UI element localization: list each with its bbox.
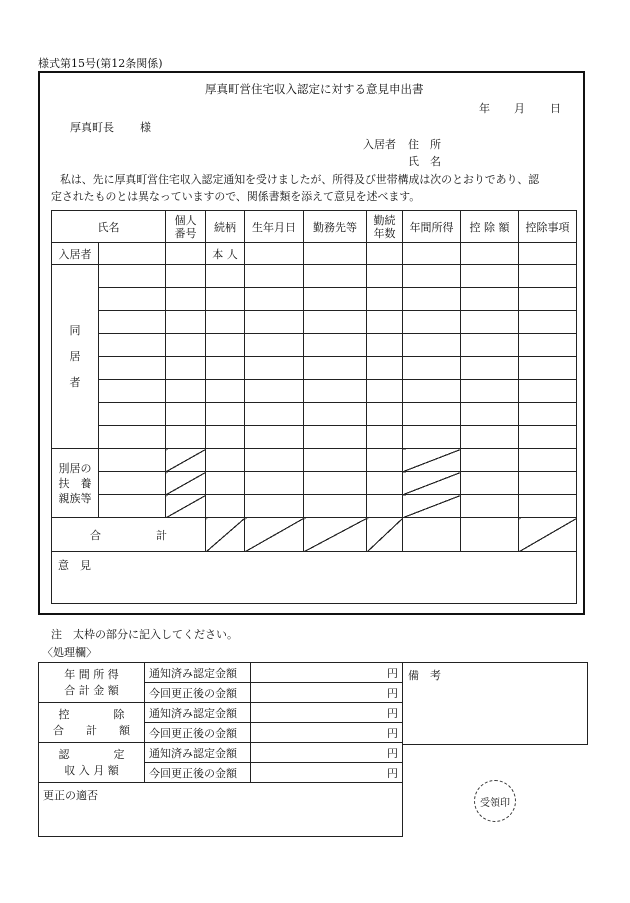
dependent-income-void	[403, 472, 461, 495]
proc-label-certified	[39, 743, 145, 783]
processing-table	[38, 662, 403, 837]
processing-label: 〈処理欄〉	[42, 646, 97, 659]
cohabitant-cell[interactable]	[461, 380, 519, 403]
cohabitant-cell[interactable]	[99, 311, 166, 334]
total-void	[367, 518, 403, 552]
dependent-cell[interactable]	[99, 472, 166, 495]
dependent-cell[interactable]	[304, 495, 367, 518]
receipt-stamp	[474, 780, 516, 822]
dependent-cell[interactable]	[304, 472, 367, 495]
statement-line-2: 定されたものとは異なっていますので、関係書類を添えて意見を述べます。	[51, 190, 421, 203]
correction-field[interactable]	[39, 783, 403, 837]
total-label	[52, 518, 206, 552]
cohabitant-cell[interactable]	[519, 403, 577, 426]
cohabitant-cell[interactable]	[206, 403, 245, 426]
cohabitant-cell[interactable]	[206, 288, 245, 311]
proc-corrected-label: 今回更正後の金額	[145, 683, 251, 703]
cohabitant-cell[interactable]	[403, 334, 461, 357]
header-workplace: 勤務先等	[304, 211, 367, 243]
cohabitant-cell[interactable]	[99, 357, 166, 380]
total-deduction-cell[interactable]	[461, 518, 519, 552]
proc-notified-label: 通知済み認定金額	[145, 743, 251, 763]
dependent-cell[interactable]	[519, 472, 577, 495]
cohabitant-cell[interactable]	[304, 288, 367, 311]
proc-label-income-2: 合 計 金 額	[64, 683, 119, 697]
proc-deduction-corrected-field[interactable]	[251, 723, 403, 743]
cohabitant-cell[interactable]	[99, 380, 166, 403]
yen-unit: 円	[387, 766, 398, 780]
resident-name-cell[interactable]	[99, 243, 166, 265]
yen-unit: 円	[387, 666, 398, 680]
cohabitant-cell[interactable]	[166, 288, 206, 311]
cohabitant-cell[interactable]	[304, 334, 367, 357]
cohabitant-cell[interactable]	[166, 380, 206, 403]
cohabitant-cell[interactable]	[245, 311, 304, 334]
cohabitant-cell[interactable]	[519, 357, 577, 380]
cohabitant-cell[interactable]	[99, 403, 166, 426]
dependent-cell[interactable]	[99, 495, 166, 518]
cohabitant-cell[interactable]	[304, 426, 367, 449]
cohabitant-cell[interactable]	[367, 334, 403, 357]
cohabitant-cell[interactable]	[367, 426, 403, 449]
dependent-cell[interactable]	[206, 449, 245, 472]
resident-income-cell[interactable]	[403, 243, 461, 265]
cohabitant-cell[interactable]	[367, 311, 403, 334]
proc-notified-label: 通知済み認定金額	[145, 663, 251, 683]
addressee-name: 厚真町長	[70, 121, 114, 134]
cohabitant-cell[interactable]	[461, 334, 519, 357]
cohabitant-cell[interactable]	[166, 265, 206, 288]
remarks-box[interactable]	[402, 662, 588, 745]
cohabitant-cell[interactable]	[304, 357, 367, 380]
header-income: 年間所得	[403, 211, 461, 243]
cohabitant-cell[interactable]	[166, 357, 206, 380]
cohabitant-cell[interactable]	[367, 380, 403, 403]
cohabitant-cell[interactable]	[367, 265, 403, 288]
self-label: 本 人	[206, 243, 245, 265]
household-table	[51, 210, 577, 604]
cohabitant-cell[interactable]	[461, 311, 519, 334]
header-years: 勤続 年数	[367, 211, 403, 243]
proc-certified-corrected-field[interactable]	[251, 763, 403, 783]
cohabitant-cell[interactable]	[99, 426, 166, 449]
resident-label: 入居者	[52, 243, 99, 265]
header-deduction: 控 除 額	[461, 211, 519, 243]
dependent-cell[interactable]	[245, 472, 304, 495]
resident-workplace-cell[interactable]	[304, 243, 367, 265]
cohabitant-cell[interactable]	[206, 311, 245, 334]
correction-label: 更正の適否	[43, 789, 98, 802]
cohabitant-cell[interactable]	[245, 265, 304, 288]
dependent-cell[interactable]	[461, 495, 519, 518]
dependent-cell[interactable]	[461, 449, 519, 472]
total-void	[206, 518, 245, 552]
proc-corrected-label: 今回更正後の金額	[145, 723, 251, 743]
cohabitant-cell[interactable]	[519, 334, 577, 357]
cohabitant-label: 同 居 者	[52, 265, 99, 449]
cohabitant-cell[interactable]	[206, 426, 245, 449]
proc-label-certified-2: 収 入 月 額	[64, 763, 119, 777]
total-label-left: 合	[90, 528, 101, 542]
proc-label-deduction-2: 合 計 額	[53, 723, 130, 737]
form-number: 様式第15号(第12条関係)	[38, 57, 163, 70]
header-relation: 続柄	[206, 211, 245, 243]
header-personal-number: 個人 番号	[166, 211, 206, 243]
cohabitant-cell[interactable]	[403, 426, 461, 449]
cohabitant-cell[interactable]	[245, 403, 304, 426]
cohabitant-cell[interactable]	[519, 288, 577, 311]
dependent-cell[interactable]	[304, 449, 367, 472]
header-birth: 生年月日	[245, 211, 304, 243]
cohabitant-cell[interactable]	[461, 265, 519, 288]
dependent-cell[interactable]	[245, 495, 304, 518]
dependent-cell[interactable]	[367, 472, 403, 495]
yen-unit: 円	[387, 746, 398, 760]
proc-corrected-label: 今回更正後の金額	[145, 763, 251, 783]
remarks-label: 備 考	[408, 669, 441, 682]
note-text: 注 太枠の部分に記入してください。	[51, 628, 238, 641]
cohabitant-cell[interactable]	[367, 403, 403, 426]
cohabitant-cell[interactable]	[99, 265, 166, 288]
cohabitant-cell[interactable]	[519, 265, 577, 288]
dependent-cell[interactable]	[367, 449, 403, 472]
dependent-income-void	[403, 495, 461, 518]
proc-certified-notified-field[interactable]	[251, 743, 403, 763]
proc-label-deduction-1: 控 除	[58, 707, 125, 721]
proc-label-income	[39, 663, 145, 703]
cohabitant-cell[interactable]	[304, 265, 367, 288]
dependent-cell[interactable]	[367, 495, 403, 518]
proc-label-income-1: 年 間 所 得	[64, 667, 119, 681]
cohabitant-cell[interactable]	[206, 380, 245, 403]
resident-years-cell[interactable]	[367, 243, 403, 265]
cohabitant-cell[interactable]	[367, 357, 403, 380]
date-month: 月	[514, 102, 525, 115]
cohabitant-cell[interactable]	[206, 265, 245, 288]
opinion-label: 意 見	[58, 559, 91, 572]
dependent-income-void	[403, 449, 461, 472]
dependent-number-void	[166, 472, 206, 495]
cohabitant-cell[interactable]	[461, 288, 519, 311]
resident-birth-cell[interactable]	[245, 243, 304, 265]
header-deduction-items: 控除事項	[519, 211, 577, 243]
cohabitant-cell[interactable]	[245, 288, 304, 311]
cohabitant-cell[interactable]	[403, 403, 461, 426]
total-label-right: 計	[156, 528, 167, 542]
proc-notified-label: 通知済み認定金額	[145, 703, 251, 723]
date-day: 日	[550, 102, 561, 115]
applicant-name-label: 氏 名	[408, 155, 441, 168]
proc-label-certified-1: 認 定	[58, 747, 125, 761]
header-name: 氏名	[52, 211, 166, 243]
stamp-label: 受領印	[480, 797, 510, 809]
proc-income-notified-field[interactable]	[251, 663, 403, 683]
proc-deduction-notified-field[interactable]	[251, 703, 403, 723]
resident-deduction-cell[interactable]	[461, 243, 519, 265]
cohabitant-cell[interactable]	[245, 426, 304, 449]
applicant-label: 入居者	[363, 138, 396, 151]
date-year: 年	[479, 102, 490, 115]
cohabitant-cell[interactable]	[99, 334, 166, 357]
dependent-cell[interactable]	[519, 449, 577, 472]
cohabitant-cell[interactable]	[166, 311, 206, 334]
dependent-cell[interactable]	[519, 495, 577, 518]
cohabitant-cell[interactable]	[304, 380, 367, 403]
dependent-number-void	[166, 449, 206, 472]
dependent-cell[interactable]	[99, 449, 166, 472]
total-void	[245, 518, 304, 552]
proc-income-corrected-field[interactable]	[251, 683, 403, 703]
total-void	[519, 518, 577, 552]
cohabitant-cell[interactable]	[166, 334, 206, 357]
dependent-number-void	[166, 495, 206, 518]
dependent-cell[interactable]	[206, 472, 245, 495]
cohabitant-cell[interactable]	[206, 334, 245, 357]
page-title: 厚真町営住宅収入認定に対する意見申出書	[205, 82, 424, 96]
cohabitant-cell[interactable]	[304, 403, 367, 426]
resident-deduction-items-cell[interactable]	[519, 243, 577, 265]
cohabitant-cell[interactable]	[367, 288, 403, 311]
addressee-honorific: 様	[140, 121, 151, 134]
statement-line-1: 私は、先に厚真町営住宅収入認定通知を受けましたが、所得及び世帯構成は次のとおりであり、認	[60, 173, 540, 186]
cohabitant-cell[interactable]	[245, 380, 304, 403]
cohabitant-cell[interactable]	[245, 357, 304, 380]
cohabitant-cell[interactable]	[403, 265, 461, 288]
dependent-cell[interactable]	[461, 472, 519, 495]
cohabitant-cell[interactable]	[403, 311, 461, 334]
cohabitant-cell[interactable]	[99, 288, 166, 311]
cohabitant-cell[interactable]	[166, 426, 206, 449]
opinion-field[interactable]	[52, 552, 577, 604]
cohabitant-cell[interactable]	[461, 357, 519, 380]
dependent-cell[interactable]	[206, 495, 245, 518]
total-income-cell[interactable]	[403, 518, 461, 552]
proc-label-deduction	[39, 703, 145, 743]
yen-unit: 円	[387, 706, 398, 720]
total-void	[304, 518, 367, 552]
cohabitant-cell[interactable]	[245, 334, 304, 357]
applicant-address-label: 住 所	[408, 138, 441, 151]
cohabitant-cell[interactable]	[403, 380, 461, 403]
cohabitant-cell[interactable]	[206, 357, 245, 380]
cohabitant-cell[interactable]	[519, 380, 577, 403]
cohabitant-cell[interactable]	[519, 426, 577, 449]
cohabitant-cell[interactable]	[519, 311, 577, 334]
cohabitant-cell[interactable]	[403, 357, 461, 380]
cohabitant-cell[interactable]	[461, 426, 519, 449]
resident-number-cell[interactable]	[166, 243, 206, 265]
yen-unit: 円	[387, 726, 398, 740]
cohabitant-cell[interactable]	[304, 311, 367, 334]
cohabitant-cell[interactable]	[461, 403, 519, 426]
cohabitant-cell[interactable]	[403, 288, 461, 311]
dependents-label: 別居の 扶 養 親族等	[52, 449, 99, 518]
dependent-cell[interactable]	[245, 449, 304, 472]
yen-unit: 円	[387, 686, 398, 700]
cohabitant-cell[interactable]	[166, 403, 206, 426]
